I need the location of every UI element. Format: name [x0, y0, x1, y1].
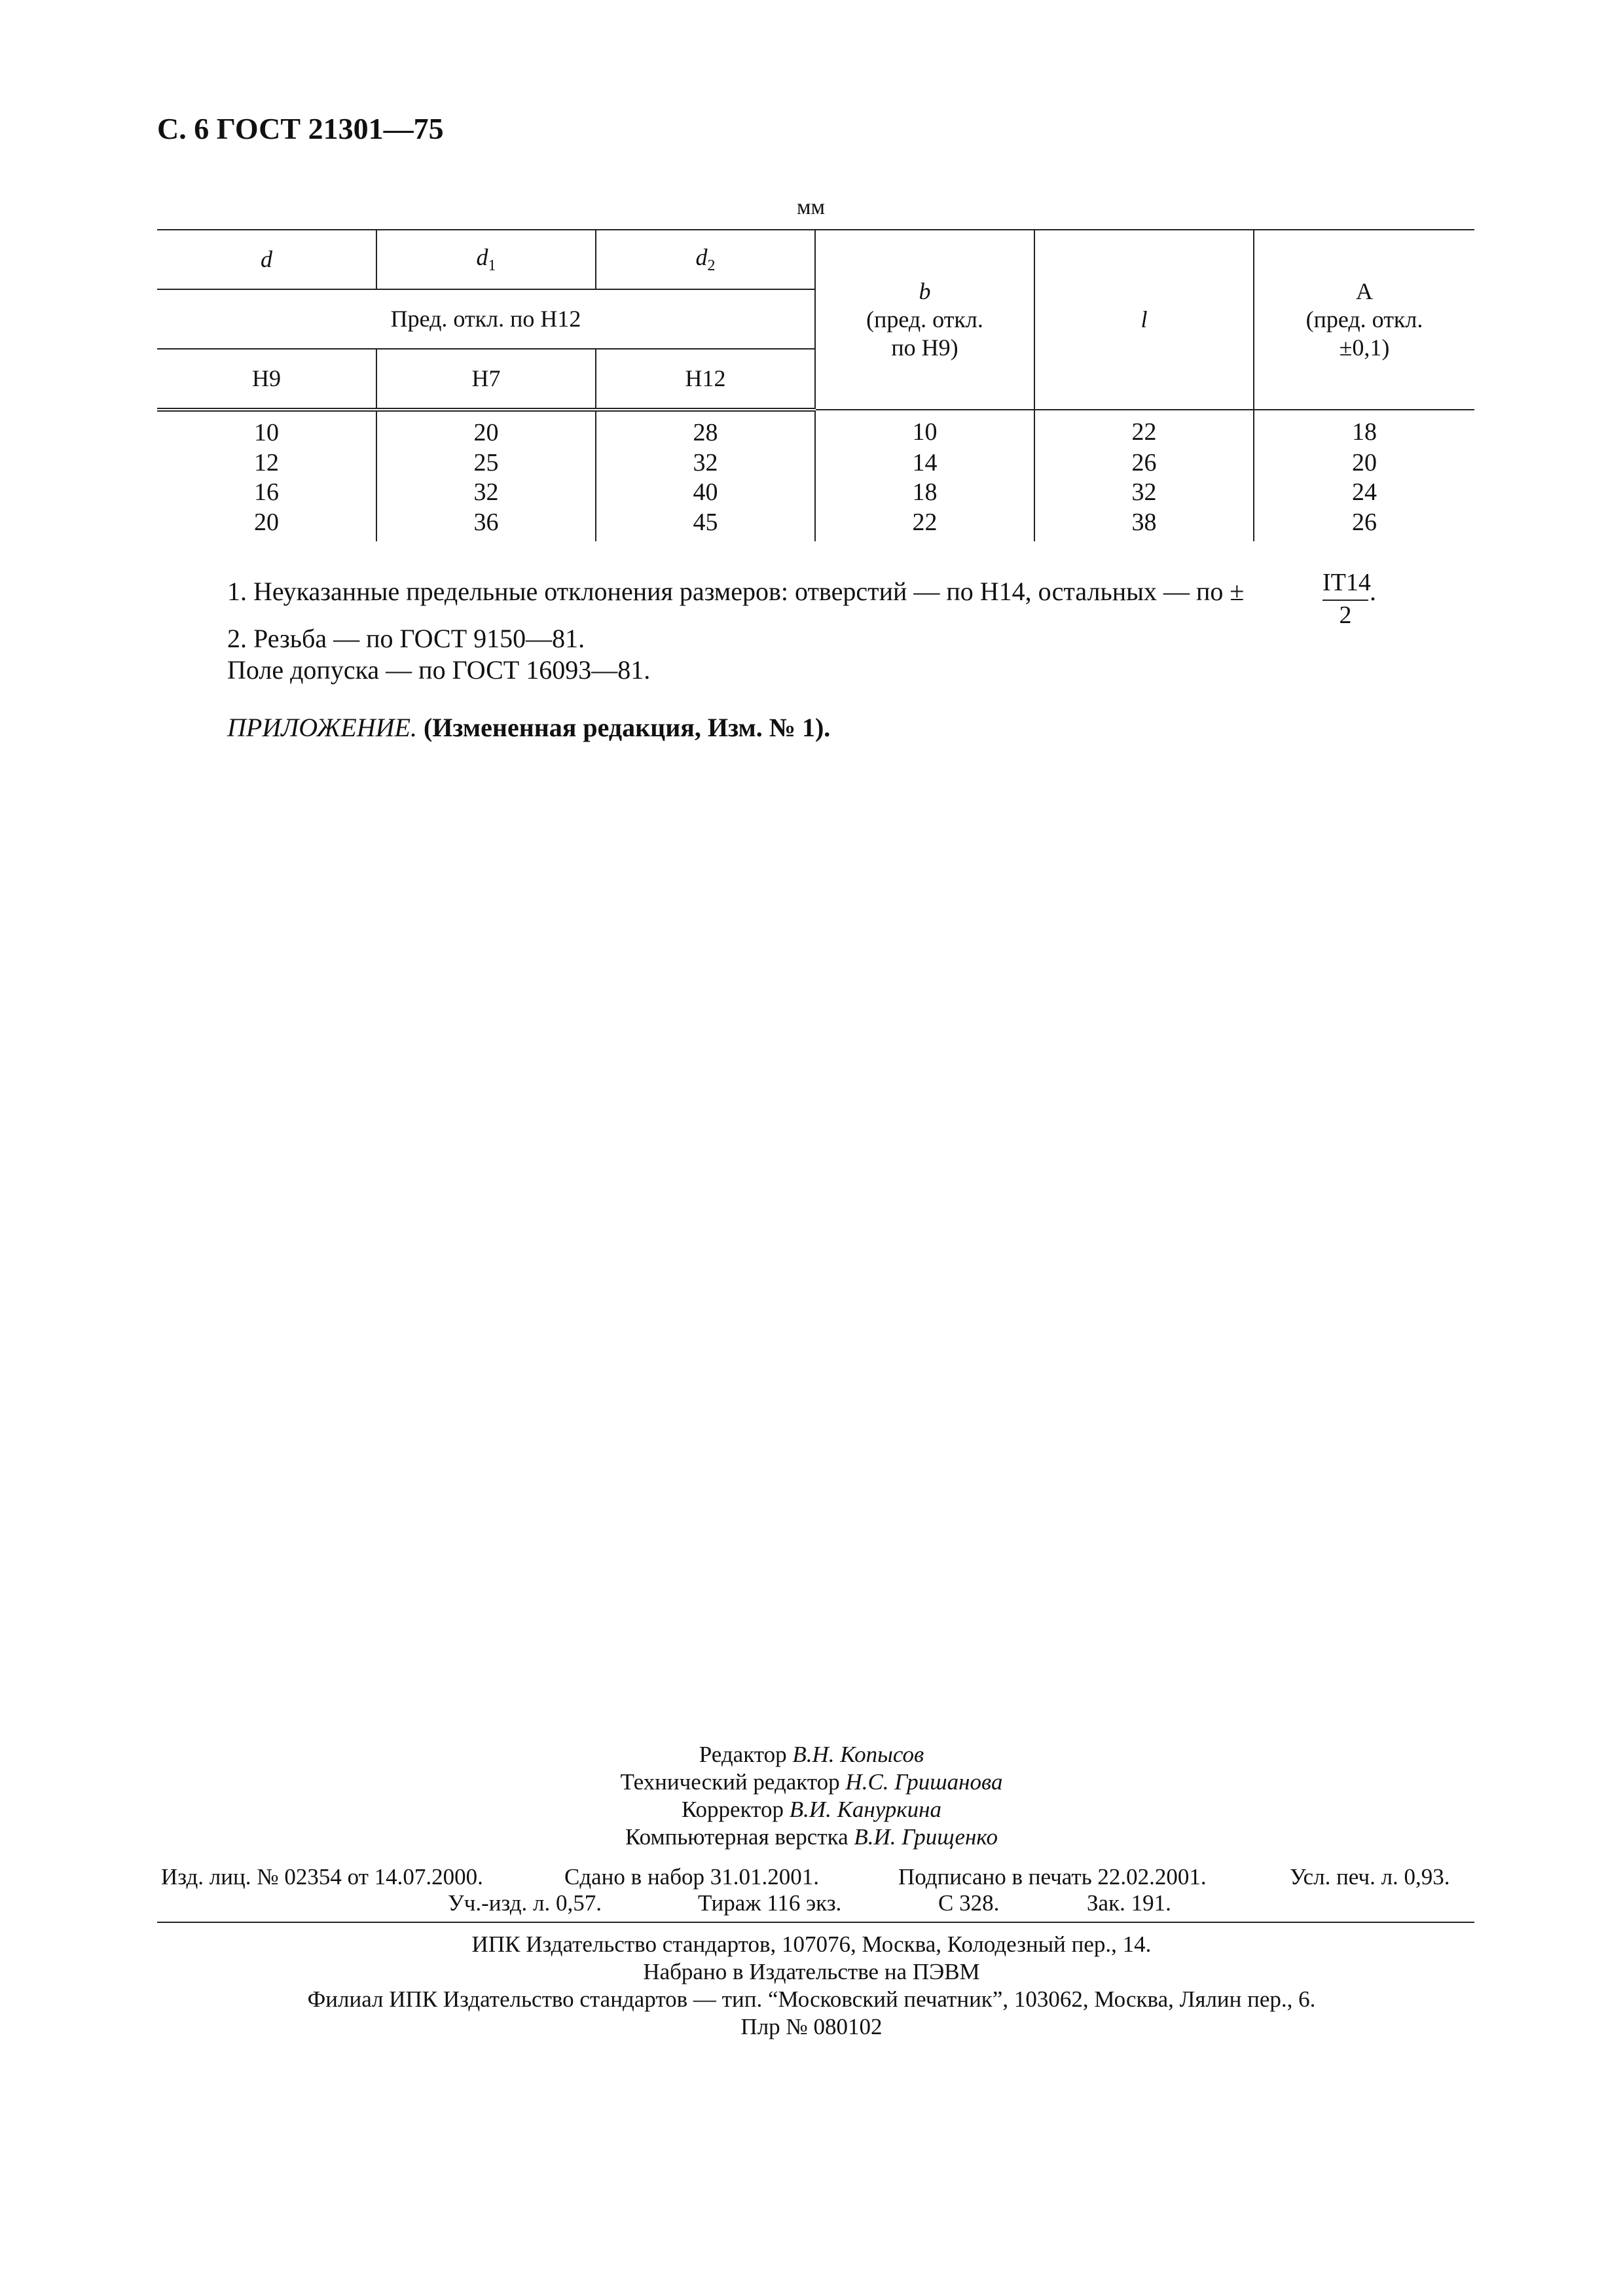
note-2-thread: 2. Резьба — по ГОСТ 9150—81.	[227, 624, 585, 653]
cell-d: 12	[254, 448, 279, 476]
publisher-line: Плр № 080102	[740, 2014, 883, 2039]
cell-d: 10	[254, 419, 279, 446]
header-fit-d1: H7	[376, 349, 596, 410]
header-d2: $d_2$	[596, 230, 815, 289]
imprint-order: Зак. 191.	[1087, 1890, 1171, 1916]
publisher-line: Филиал ИПК Издательство стандартов — тип. “Московский печатник”, 103062, Москва, Лялин пер., 6.	[307, 1986, 1316, 2012]
table-row	[157, 448, 1474, 478]
imprint-c-number: С 328.	[938, 1890, 1000, 1916]
cell-d2: 32	[596, 448, 815, 478]
header-d1: $d_1$	[376, 230, 596, 289]
imprint-pub-sheets: Уч.-изд. л. 0,57.	[448, 1890, 602, 1916]
header-l: l	[1034, 230, 1254, 410]
header-A: A (пред. откл. ±0,1)	[1254, 230, 1474, 410]
header-b: b (пред. откл. по H9)	[815, 230, 1034, 410]
imprint-sent: Сдано в набор 31.01.2001.	[564, 1864, 820, 1890]
cell-l: 32	[1034, 478, 1254, 508]
cell-b: 10	[815, 410, 1034, 448]
cell-d2: 40	[596, 478, 815, 508]
cell-b: 18	[815, 478, 1034, 508]
publisher-info	[0, 1931, 1623, 2041]
cell-d: 16	[254, 478, 279, 507]
cell-d: 20	[254, 508, 279, 536]
cell-l: 38	[1034, 508, 1254, 542]
cell-d1: 20	[376, 410, 596, 448]
cell-A: 26	[1254, 508, 1474, 542]
header-fit-d: H9	[157, 349, 376, 410]
table-row	[157, 508, 1474, 542]
cell-d2: 45	[596, 508, 815, 542]
fraction: $\frac{IT14}{2}$	[1322, 569, 1371, 629]
cell-l: 22	[1034, 410, 1254, 448]
cell-d2: 28	[596, 410, 815, 448]
header-fit-d2: H12	[596, 349, 815, 410]
credits	[0, 1741, 1623, 1851]
imprint-license: Изд. лиц. № 02354 от 14.07.2000.	[161, 1864, 483, 1890]
cell-A: 24	[1254, 478, 1474, 508]
cell-A: 18	[1254, 410, 1474, 448]
cell-b: 22	[815, 508, 1034, 542]
page-header: С. 6 ГОСТ 21301—75	[157, 112, 444, 145]
cell-b: 14	[815, 448, 1034, 478]
cell-A: 20	[1254, 448, 1474, 478]
credit-layout: Компьютерная верстка В.И. Грищенко	[625, 1824, 998, 1850]
cell-l: 26	[1034, 448, 1254, 478]
credit-tech-editor: Технический редактор Н.С. Гришанова	[620, 1769, 1003, 1795]
divider	[157, 1922, 1474, 1923]
table-row	[157, 478, 1474, 508]
header-tolerance: Пред. откл. по H12	[157, 289, 815, 349]
note-2-tolerance: Поле допуска — по ГОСТ 16093—81.	[227, 655, 651, 685]
cell-d1: 36	[376, 508, 596, 542]
publisher-line: Набрано в Издательстве на ПЭВМ	[643, 1959, 980, 1984]
imprint-print-sheets: Усл. печ. л. 0,93.	[1290, 1864, 1450, 1890]
note-1: 1. Неуказанные предельные отклонения размеров: отверстий — по H14, остальных — по ± $\frac{IT14}{2}$ .	[227, 576, 1244, 607]
dimensions-table	[157, 229, 1474, 541]
credit-corrector: Корректор В.И. Кануркина	[681, 1797, 942, 1822]
header-d: d	[157, 230, 376, 289]
table-row	[157, 410, 1474, 448]
imprint-circulation: Тираж 116 экз.	[698, 1890, 842, 1916]
imprint-signed: Подписано в печать 22.02.2001.	[898, 1864, 1207, 1890]
publisher-line: ИПК Издательство стандартов, 107076, Москва, Колодезный пер., 14.	[471, 1931, 1152, 1957]
cell-d1: 25	[376, 448, 596, 478]
unit-label: мм	[797, 195, 826, 219]
appendix-note: ПРИЛОЖЕНИЕ. (Измененная редакция, Изм. № 1).	[227, 713, 831, 742]
notes	[227, 569, 1376, 686]
cell-d1: 32	[376, 478, 596, 508]
credit-editor: Редактор В.Н. Копысов	[699, 1742, 924, 1767]
